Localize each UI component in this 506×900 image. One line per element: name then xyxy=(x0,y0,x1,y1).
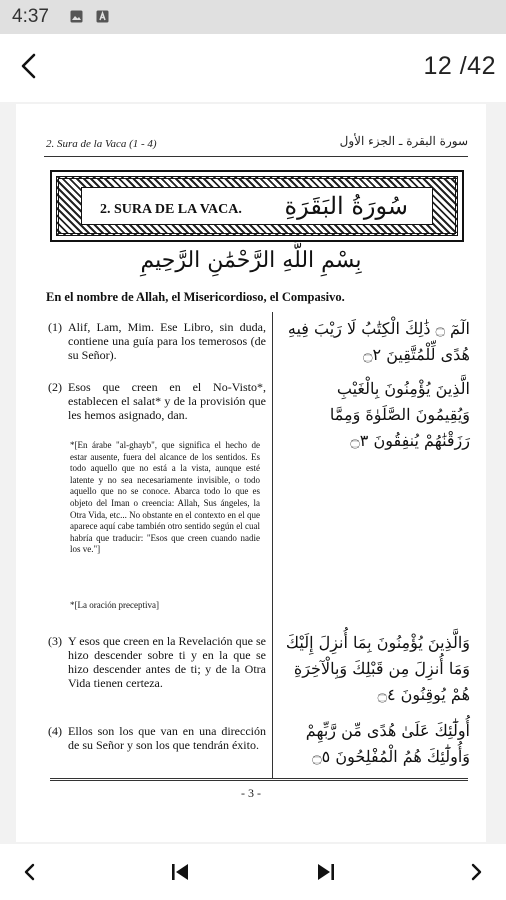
verse-number: (4) xyxy=(48,724,62,738)
arabic-verse-3: وَالَّذِينَ يُؤْمِنُونَ بِمَا أُنزِلَ إِلَيْكَ وَمَا أُنزِلَ مِن قَبْلِكَ وَبِالْآخِرَةِ هُمْ يُوقِنُونَ ۝٤ xyxy=(285,633,470,704)
next-page-button[interactable] xyxy=(462,858,490,886)
footnote-salat: *[La oración preceptiva] xyxy=(70,600,159,610)
verse-4 xyxy=(48,724,266,752)
footer-rule xyxy=(50,778,468,781)
verse-text: Y esos que creen en la Revelación que se hizo descender sobre ti y en la que se hizo descender antes de ti; y de la Otra Vida tienen certeza. xyxy=(68,634,266,690)
banner-arabic: سُورَةُ البَقَرَةِ xyxy=(284,192,408,220)
skip-forward-icon xyxy=(312,858,340,886)
footnote-ghayb: *[En árabe "al-ghayb", que significa el hecho de estar ausente, fuera del alcance de los sentidos. Es todo aquello que no está a la vista, aunque esté latente y no sea necesariamente invisible, o todo aquello que no se conoce. Abarca todo lo que es objeto del Iman o creencia: Allah, Sus ángeles, la Otra Vida, etc... No obstante en el contexto en el que aparece aquí cabe también otro sentido según el cual habría que traducir: "Esos que creen cuando nadie los ve."] xyxy=(70,440,260,555)
verse-number: (3) xyxy=(48,634,62,648)
basmala-spanish: En el nombre de Allah, el Misericordioso, el Compasivo. xyxy=(46,290,345,304)
page-number: - 3 - xyxy=(241,786,261,800)
last-page-button[interactable] xyxy=(312,858,340,886)
chevron-left-icon xyxy=(16,858,44,886)
header-rule xyxy=(44,156,468,157)
verse-2 xyxy=(48,380,266,422)
verse-text: Ellos son los que van en una dirección de su Señor y son los que tendrán éxito. xyxy=(68,724,266,752)
column-divider xyxy=(272,312,273,778)
verse-1 xyxy=(48,320,266,362)
arabic-verse-1: الٓمٓ ۝ ذَٰلِكَ الْكِتَٰبُ لَا رَيْبَ فِيهِ هُدًى لِّلْمُتَّقِينَ ۝٢ xyxy=(287,319,470,364)
banner-title: 2. SURA DE LA VACA. xyxy=(100,202,242,217)
image-icon xyxy=(70,10,83,23)
status-time: 4:37 xyxy=(12,6,49,27)
verse-3 xyxy=(48,634,266,690)
document-page xyxy=(16,104,486,842)
back-button[interactable] xyxy=(14,50,46,82)
arabic-verse-2: الَّذِينَ يُؤْمِنُونَ بِالْغَيْبِ وَيُقِيمُونَ الصَّلَوٰةَ وَمِمَّا رَزَقْنَٰهُمْ يُنفِقُونَ ۝٣ xyxy=(329,379,470,450)
basmala-arabic: بِسْمِ اللَّهِ الرَّحْمَٰنِ الرَّحِيمِ xyxy=(140,248,362,273)
a-letter-icon xyxy=(96,10,109,23)
previous-page-button[interactable] xyxy=(16,858,44,886)
verse-number: (2) xyxy=(48,380,62,394)
chevron-left-icon xyxy=(14,50,46,82)
banner-ornament xyxy=(56,176,458,236)
skip-back-icon xyxy=(166,858,194,886)
document-viewer[interactable] xyxy=(0,102,506,844)
arabic-verse-4: أُولَٰٓئِكَ عَلَىٰ هُدًى مِّن رَّبِّهِمْ وَأُولَٰٓئِكَ هُمُ الْمُفْلِحُونَ ۝٥ xyxy=(305,721,470,766)
bottom-navigation xyxy=(0,844,506,900)
page-header-left: 2. Sura de la Vaca (1 - 4) xyxy=(46,138,157,150)
banner-box xyxy=(81,187,433,225)
chevron-right-icon xyxy=(462,858,490,886)
sura-banner xyxy=(50,170,464,242)
status-bar xyxy=(0,0,506,34)
verse-number: (1) xyxy=(48,320,62,334)
first-page-button[interactable] xyxy=(166,858,194,886)
verse-text: Esos que creen en el No-Visto*, establecen el salat* y de la provisión que les hemos asignado, dan. xyxy=(68,380,266,422)
verse-text: Alif, Lam, Mim. Ese Libro, sin duda, contiene una guía para los temerosos (de su Señor). xyxy=(68,320,266,362)
top-toolbar xyxy=(0,34,506,102)
page-counter: 12 /42 xyxy=(423,52,496,80)
page-header-right: سورة البقرة ـ الجزء الأول xyxy=(339,134,468,148)
